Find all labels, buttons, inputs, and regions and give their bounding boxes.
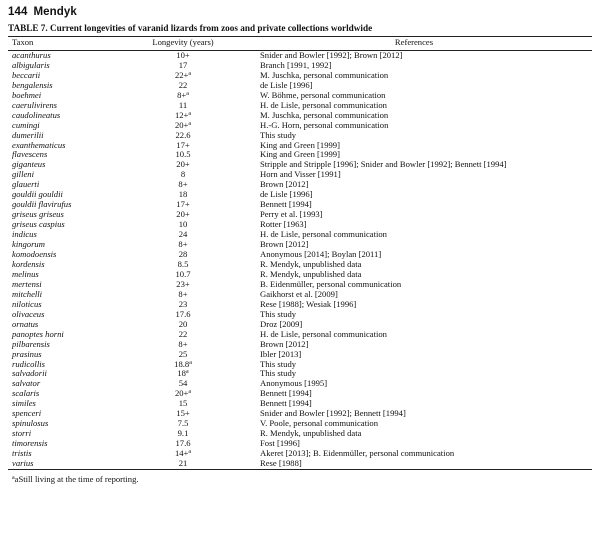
cell-reference: Bennett [1994] [260,388,312,399]
table-row [8,350,592,360]
longevity-value: 12+ [174,109,189,120]
column-header-taxon: Taxon [12,37,34,47]
longevity-value: 14+ [174,448,189,459]
footnote-marker: a [188,70,192,77]
longevity-value: 10.7 [175,268,191,279]
cell-reference: H. de Lisle, personal communication [260,229,387,240]
table-title: Current longevities of varanid lizards from zoos and private collections worldwide [49,23,373,33]
footnote-text: aStill living at the time of reporting. [14,473,139,484]
table-row [8,300,592,310]
cell-taxon: caerulivirens [12,99,58,110]
longevity-value: 18 [177,368,186,379]
longevity-value: 8.5 [177,258,189,269]
longevity-value: 17+ [176,139,190,150]
longevity-value: 22+ [174,69,189,80]
cell-taxon: spenceri [12,408,42,419]
footnote-marker: a [186,90,189,97]
cell-reference: Rotter [1963] [260,219,307,230]
longevity-value: 9.1 [177,428,189,439]
cell-taxon: mitchelli [12,288,43,299]
cell-reference: Perry et al. [1993] [260,209,323,220]
longevity-value: 20+ [174,119,189,130]
longevity-value: 22 [178,79,188,90]
cell-taxon: salvadorii [12,368,47,379]
longevity-value: 20 [178,318,188,329]
cell-reference: Brown [2012] [260,239,309,250]
cell-taxon: olivaceus [12,308,45,319]
cell-taxon: prasinus [12,348,42,359]
footnote-marker: a [188,449,192,456]
cell-taxon: komodoensis [12,249,57,260]
cell-reference: Rese [1988] [260,458,302,469]
cell-taxon: tristis [12,448,32,459]
longevity-value: 17.6 [175,438,191,449]
cell-reference: de Lisle [1996] [260,79,313,90]
longevity-value: 8+ [178,288,188,299]
cell-taxon: similes [12,398,36,409]
longevity-value: 22.6 [175,129,191,140]
cell-reference: This study [260,129,297,140]
cell-reference: Brown [2012] [260,179,309,190]
running-head [8,6,592,18]
cell-reference: King and Green [1999] [260,149,340,160]
cell-taxon: salvator [12,378,41,389]
cell-taxon: rudicollis [12,358,45,369]
cell-reference: R. Mendyk, unpublished data [260,268,362,279]
cell-taxon: flavescens [12,149,48,160]
footnote-marker: a [188,110,192,117]
cell-taxon: gouldii gouldii [12,189,63,200]
longevity-value: 17 [178,59,188,70]
cell-reference: V. Poole, personal communication [260,418,378,429]
cell-reference: Fost [1996] [260,438,300,449]
cell-reference: de Lisle [1996] [260,189,313,200]
longevity-value: 15 [178,398,188,409]
document-page [8,6,592,484]
cell-taxon: varius [12,458,34,469]
longevity-value: 15+ [176,408,190,419]
cell-taxon: pilbarensis [12,338,50,349]
cell-reference: Ibler [2013] [260,348,302,359]
cell-reference: Akeret [2013]; B. Eidenmüller, personal communication [260,448,455,459]
page-number: 144 [8,6,28,18]
table-body [8,50,592,469]
longevity-value: 23 [178,298,188,309]
cell-reference: B. Eidenmüller, personal communication [260,278,402,289]
cell-reference: Stripple and Stripple [1996]; Snider and Bowler [1992]; Bennett [1994] [260,159,507,170]
longevity-value: 8+ [178,239,188,250]
cell-reference: Bennett [1994] [260,398,312,409]
cell-reference: Gaikhorst et al. [2009] [260,288,338,299]
longevity-value: 25 [178,348,188,359]
cell-taxon: gouldii flavirufus [12,199,72,210]
cell-taxon: albigularis [12,59,50,70]
longevity-value: 8 [180,169,186,180]
longevity-value: 54 [178,378,188,389]
cell-reference: This study [260,358,297,369]
table-caption [8,23,592,33]
footnote-mark: a [12,474,15,481]
longevity-value: 11 [178,99,188,110]
cell-taxon: ornatus [12,318,39,329]
cell-longevity [130,459,236,469]
cell-reference: Brown [2012] [260,338,309,349]
longevity-value: 7.5 [177,418,189,429]
cell-reference: Rese [1988]; Wesiak [1996] [260,298,357,309]
table-header-row [8,37,592,50]
cell-taxon: kingorum [12,239,45,250]
table-row [8,121,592,131]
cell-reference: Branch [1991, 1992] [260,59,332,70]
cell-reference: M. Juschka, personal communication [260,69,389,80]
cell-taxon: indicus [12,229,37,240]
longevity-value: 18.8 [174,358,190,369]
longevity-value: 8+ [178,179,188,190]
cell-taxon: caudolineatus [12,109,61,120]
cell-taxon: timorensis [12,438,48,449]
cell-reference: Snider and Bowler [1992]; Bennett [1994] [260,408,406,419]
cell-taxon: acanthurus [12,49,51,60]
cell-reference: This study [260,308,297,319]
cell-reference: Bennett [1994] [260,199,312,210]
cell-reference: Horn and Visser [1991] [260,169,341,180]
footnote-marker: a [189,359,192,366]
longevity-value: 17.6 [175,308,191,319]
cell-taxon: panoptes horni [12,328,64,339]
cell-taxon: bengalensis [12,79,53,90]
table-footnote [8,474,592,484]
cell-reference: Droz [2009] [260,318,303,329]
longevity-value: 23+ [176,278,190,289]
cell-taxon: melinus [12,268,39,279]
longevity-value: 28 [178,249,188,260]
cell-taxon: glauerti [12,179,40,190]
cell-reference: Snider and Bowler [1992]; Brown [2012] [260,49,403,60]
cell-taxon: niloticus [12,298,42,309]
column-header-longevity: Longevity (years) [152,37,214,47]
cell-taxon: exanthematicus [12,139,66,150]
cell-reference: H.-G. Horn, personal communication [260,119,389,130]
cell-taxon: scalaris [12,388,40,399]
cell-reference: H. de Lisle, personal communication [260,328,387,339]
table-row [8,459,592,469]
longevity-value: 20+ [176,209,190,220]
cell-taxon: kordensis [12,258,45,269]
cell-reference: M. Juschka, personal communication [260,109,389,120]
longevity-value: 20+ [176,159,190,170]
cell-reference: R. Mendyk, unpublished data [260,258,362,269]
column-header-references: References [394,37,434,47]
cell-reference: H. de Lisle, personal communication [260,99,387,110]
longevity-value: 8+ [177,89,187,100]
table-row [8,429,592,439]
longevity-value: 8+ [178,338,188,349]
longevity-value: 22 [178,328,188,339]
cell-reference: W. Böhme, personal communication [260,89,386,100]
running-head-author: Mendyk [33,6,77,18]
cell-taxon: gilleni [12,169,34,180]
longevity-value: 18 [178,189,188,200]
table-row [8,360,592,370]
cell-taxon: boehmei [12,89,42,100]
longevity-value: 10 [178,219,188,230]
footnote-marker: a [188,389,192,396]
cell-taxon: giganteus [12,159,46,170]
footnote-marker: a [188,120,192,127]
cell-taxon: mertensi [12,278,42,289]
cell-reference: Anonymous [1995] [260,378,328,389]
cell-taxon: cumingi [12,119,40,130]
longevity-value: 21 [178,458,188,469]
cell-reference: Anonymous [2014]; Boylan [2011] [260,249,382,260]
cell-reference: King and Green [1999] [260,139,340,150]
longevity-value: 17+ [176,199,190,210]
longevity-table [8,37,592,470]
cell-reference: This study [260,368,297,379]
cell-taxon: storri [12,428,32,439]
cell-taxon: spinulosus [12,418,49,429]
cell-taxon: griseus caspius [12,219,65,230]
cell-reference: R. Mendyk, unpublished data [260,428,362,439]
table-label: TABLE 7. [8,23,48,33]
longevity-value: 24 [178,229,188,240]
footnote-marker: a [185,369,189,376]
cell-taxon: dumerilii [12,129,44,140]
cell-taxon: griseus griseus [12,209,64,220]
longevity-value: 10.5 [175,149,191,160]
longevity-value: 10+ [176,49,190,60]
longevity-value: 20+ [174,388,189,399]
cell-taxon: beccarii [12,69,41,80]
